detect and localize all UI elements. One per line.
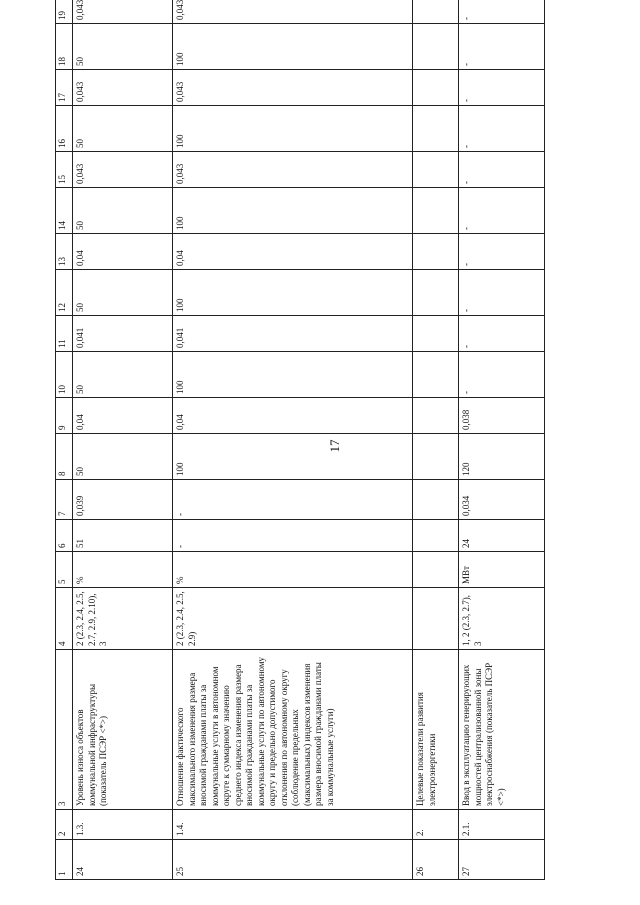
program-reference: 2 (2.3, 2.4, 2.5, 2.9) (173, 588, 413, 650)
table-cell (413, 0, 459, 24)
table-cell (413, 352, 459, 398)
column-number: 11 (56, 316, 73, 352)
base-value: - (173, 520, 413, 552)
table-cell (413, 106, 459, 152)
table-cell: 100 (173, 270, 413, 316)
column-number: 3 (56, 650, 73, 810)
indicator-code: 1.4. (173, 810, 413, 840)
program-reference (413, 588, 459, 650)
table-cell: - (459, 352, 545, 398)
row-number: 26 (413, 840, 459, 880)
column-number: 12 (56, 270, 73, 316)
table-cell: 100 (173, 24, 413, 70)
table-cell: 0,04 (173, 234, 413, 270)
column-number: 2 (56, 810, 73, 840)
row-number: 27 (459, 840, 545, 880)
table-cell: 0,043 (73, 0, 173, 24)
section-title: Целевые показатели развития электроэнергетики (413, 650, 459, 810)
unit: % (173, 552, 413, 588)
base-value: 51 (73, 520, 173, 552)
base-value (413, 520, 459, 552)
table-cell: 50 (73, 352, 173, 398)
table-cell: 100 (173, 352, 413, 398)
table-cell: 0,041 (73, 316, 173, 352)
table-cell: 0,043 (173, 152, 413, 188)
unit (413, 552, 459, 588)
table-cell: 0,041 (173, 316, 413, 352)
table-cell: 0,043 (173, 70, 413, 106)
column-number: 7 (56, 480, 73, 520)
row-number: 25 (173, 840, 413, 880)
program-reference: 1, 2 (2.3, 2.7), 3 (459, 588, 545, 650)
table-cell: 0,04 (73, 234, 173, 270)
column-number: 14 (56, 188, 73, 234)
table-cell: 50 (73, 270, 173, 316)
column-number: 13 (56, 234, 73, 270)
unit: % (73, 552, 173, 588)
table-cell: - (459, 316, 545, 352)
unit: МВт (459, 552, 545, 588)
table-cell (413, 398, 459, 434)
column-number: 1 (56, 840, 73, 880)
column-number: 15 (56, 152, 73, 188)
table-cell: - (459, 188, 545, 234)
row-number: 24 (73, 840, 173, 880)
table-row-25 (173, 0, 413, 880)
table-cell (413, 70, 459, 106)
table-cell: 0,039 (73, 480, 173, 520)
table-cell: 120 (459, 434, 545, 480)
table-row-27 (459, 0, 545, 880)
table-cell: 0,043 (73, 70, 173, 106)
column-number-row (56, 0, 73, 880)
table-cell: 100 (173, 434, 413, 480)
base-value: 24 (459, 520, 545, 552)
indicator-code: 1.3. (73, 810, 173, 840)
column-number: 19 (56, 0, 73, 24)
column-number: 8 (56, 434, 73, 480)
table-cell: 0,038 (459, 398, 545, 434)
table-cell: 0,043 (173, 0, 413, 24)
table-cell: 100 (173, 188, 413, 234)
table-cell: 50 (73, 188, 173, 234)
indicator-name: Ввод в эксплуатацию генерирующих мощностей централизованной зоны электроснабжения (показатель ПСЭР <*>) (459, 650, 545, 810)
indicator-name: Отношение фактического максимального изменения размера вносимой гражданами платы за коммунальные услуги в автономном округе к суммарному значению среднего индекса изменения размера вносимой гражданами платы за коммунальные услуги по автономному округу и предельно допустимого отклонения по автономному округу (соблюдение предельных (максимальных) индексов изменения размера вносимой гражданами платы за коммунальные услуги) (173, 650, 413, 810)
table-cell: - (459, 234, 545, 270)
table-cell: 50 (73, 24, 173, 70)
table-cell: - (459, 106, 545, 152)
table-cell: - (459, 70, 545, 106)
table-cell: 0,04 (173, 398, 413, 434)
table-cell (413, 188, 459, 234)
column-number: 17 (56, 70, 73, 106)
column-number: 6 (56, 520, 73, 552)
table-cell: - (459, 24, 545, 70)
table-cell: - (459, 152, 545, 188)
table-cell: 100 (173, 106, 413, 152)
table-row-24 (73, 0, 173, 880)
table-cell: 0,04 (73, 398, 173, 434)
indicator-name: Уровень износа объектов коммунальной инфраструктуры (показатель ПСЭР <*>) (73, 650, 173, 810)
table-cell (413, 316, 459, 352)
table-cell: 0,034 (459, 480, 545, 520)
table-cell: 50 (73, 106, 173, 152)
column-number: 18 (56, 24, 73, 70)
column-number: 4 (56, 588, 73, 650)
table-cell (413, 434, 459, 480)
table-cell: - (173, 480, 413, 520)
table-cell (413, 234, 459, 270)
table-cell (413, 270, 459, 316)
table-cell: 50 (73, 434, 173, 480)
table-cell (413, 480, 459, 520)
column-number: 10 (56, 352, 73, 398)
table-cell: - (459, 270, 545, 316)
indicator-code: 2. (413, 810, 459, 840)
indicators-table (55, 0, 545, 880)
program-reference: 2 (2.3, 2.4, 2.5, 2.7, 2.9, 2.10), 3 (73, 588, 173, 650)
table-viewport (55, 0, 545, 880)
table-cell (413, 152, 459, 188)
page-number: 17 (327, 439, 342, 453)
table-cell: - (459, 0, 545, 24)
column-number: 9 (56, 398, 73, 434)
table-cell: 0,043 (73, 152, 173, 188)
column-number: 16 (56, 106, 73, 152)
indicator-code: 2.1. (459, 810, 545, 840)
table-cell (413, 24, 459, 70)
table-row-26 (413, 0, 459, 880)
column-number: 5 (56, 552, 73, 588)
rotated-table-container (55, 0, 545, 880)
